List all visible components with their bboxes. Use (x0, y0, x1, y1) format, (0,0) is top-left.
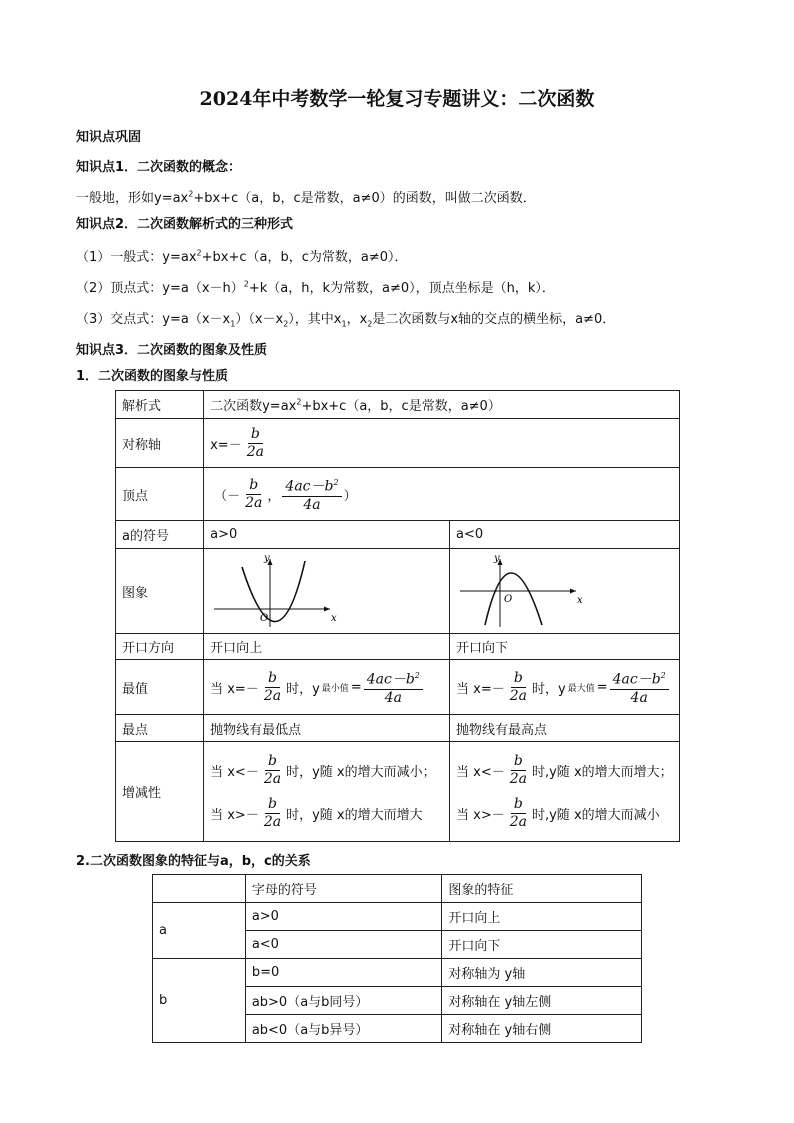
cell: 对称轴在 y轴右侧 (442, 1015, 642, 1043)
cell: 开口向上 (204, 634, 450, 660)
monotonic-down-cell: 当 x<－ $\frac{b}{2a}$ 时,y随 x的增大而增大； 当 x>－ $\frac{b}{2a}$ 时,y随 x的增大而减小 (450, 742, 680, 842)
monotonic-up-cell: 当 x<－ $\frac{b}{2a}$ 时，y随 x的增大而减小； 当 x>－ $\frac{b}{2a}$ 时，y随 x的增大而增大 (204, 742, 450, 842)
row-label: a的符号 (116, 521, 204, 549)
row-label: 对称轴 (116, 419, 204, 468)
graph-cell-up (204, 549, 450, 634)
cell: ab>0（a与b同号） (245, 987, 442, 1015)
cell: b=0 (245, 959, 442, 987)
kp3-sub1: 1．二次函数的图象与性质 (76, 369, 229, 384)
table-row (116, 468, 680, 521)
table-row (116, 660, 680, 715)
cell: 开口向下 (442, 931, 642, 959)
cell: 开口向下 (450, 634, 680, 660)
parabola-down-graph (454, 551, 584, 631)
cell: 对称轴在 y轴左侧 (442, 987, 642, 1015)
fraction: $\frac{4ac-b^2}{4a}$ (282, 474, 341, 514)
kp1-definition: 一般地，形如$y=ax^2+bx+c(a$，b，c是常数，a≠0）的函数，叫做二次函数． (76, 189, 536, 206)
kp2-vertex-form: （2）顶点式：$y=a(x-h)^2+k(a$，h，k为常数，a≠0），顶点坐标是（h，k）． (76, 279, 555, 296)
extreme-max-cell: 当 x=－ $\frac{b}{2a}$ 时，y 最大值 = $\frac{4ac-b^2}{4a}$ (450, 660, 680, 715)
table-row (116, 549, 680, 634)
table-row (116, 742, 680, 842)
row-label: a (153, 903, 246, 959)
table-row (153, 903, 642, 931)
header-cell: 图象的特征 (442, 875, 642, 903)
table-row (116, 391, 680, 419)
table-row (153, 959, 642, 987)
row-label: 最值 (116, 660, 204, 715)
kp2-general-form: （1）一般式：$y=ax^2+bx+c(a$，b，c为常数，a≠0）． (76, 248, 408, 265)
kp1-heading: 知识点1．二次函数的概念： (76, 160, 242, 175)
row-label: 增减性 (116, 742, 204, 842)
y-label: y (494, 553, 500, 564)
row-label: 图象 (116, 549, 204, 634)
x-label: x (331, 613, 337, 624)
kp3-heading: 知识点3．二次函数的图象及性质 (76, 343, 268, 358)
cell: a<0 (245, 931, 442, 959)
axis-cell: x=－ $\frac{b}{2a}$ (204, 419, 680, 468)
table-row (116, 521, 680, 549)
table-row (116, 634, 680, 660)
row-label: 顶点 (116, 468, 204, 521)
parabola-curve (242, 561, 305, 622)
x-axis-arrow (570, 589, 576, 594)
table-row (116, 419, 680, 468)
cell: ab<0（a与b异号） (245, 1015, 442, 1043)
parabola-curve (485, 573, 542, 625)
x-label: x (577, 595, 583, 606)
cell: a>0 (204, 521, 450, 549)
kp3-sub2: 2.二次函数图象的特征与a，b，c的关系 (76, 854, 311, 869)
cell: 抛物线有最低点 (204, 715, 450, 742)
abc-relation-table (152, 874, 642, 1043)
row-label: b (153, 959, 246, 1043)
fraction: $\frac{b}{2a}$ (246, 425, 264, 460)
parabola-up-graph (208, 551, 338, 631)
document-title: 2024年中考数学一轮复习专题讲义：二次函数 (199, 88, 595, 110)
cell: a<0 (450, 521, 680, 549)
section-heading: 知识点巩固 (76, 130, 142, 145)
cell: 对称轴为 y轴 (442, 959, 642, 987)
graph-cell-down (450, 549, 680, 634)
table-row (116, 715, 680, 742)
row-label: 解析式 (116, 391, 204, 419)
x-axis-arrow (324, 607, 330, 612)
general-form-cell: 二次函数$y=ax^2+bx+c(a$，b，c是常数，a≠0） (204, 391, 680, 419)
row-label: 开口方向 (116, 634, 204, 660)
origin-label: O (504, 594, 513, 605)
vertex-cell: （－ $\frac{b}{2a}$ ， $\frac{4ac-b^2}{4a}$ ） (204, 468, 680, 521)
extreme-min-cell: 当 x=－ $\frac{b}{2a}$ 时，y 最小值 = $\frac{4ac-b^2}{4a}$ (204, 660, 450, 715)
cell: 抛物线有最高点 (450, 715, 680, 742)
table-row (153, 875, 642, 903)
properties-table (115, 390, 680, 842)
kp2-intercept-form: （3）交点式：$y=a(x-x_1)(x-x_2)$，其中$x_1$，$x_2$是二次函数与x轴的交点的横坐标，a≠0． (76, 312, 616, 329)
kp2-heading: 知识点2．二次函数解析式的三种形式 (76, 217, 294, 232)
header-cell: 字母的符号 (245, 875, 442, 903)
header-cell (153, 875, 246, 903)
y-label: y (264, 553, 270, 564)
origin-label: O (260, 613, 269, 624)
fraction: $\frac{b}{2a}$ (245, 476, 263, 511)
cell: 开口向上 (442, 903, 642, 931)
cell: a>0 (245, 903, 442, 931)
row-label: 最点 (116, 715, 204, 742)
